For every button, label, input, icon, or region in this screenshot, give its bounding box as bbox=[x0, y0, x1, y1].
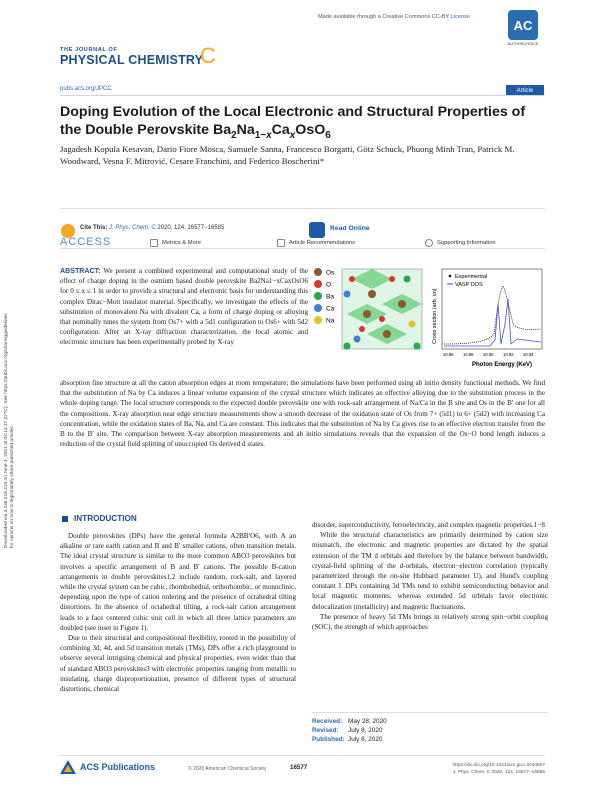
copyright: © 2020 American Chemical Society bbox=[188, 766, 267, 772]
footer-divider bbox=[60, 755, 545, 756]
read-online-icon[interactable] bbox=[309, 222, 325, 238]
paragraph: While the structural characteristics are primarily determined by cation size mismatch, the electronic and magnetic properties are dictated by the spatial extension of the TM d orbitals and therefore by the balance between bandwidth, crystal-field splitting of the d-orbitals, electron−electron correlation (typically parametrized through the on-site Hubbard parameter U), and Hund's coupling constant J. DPs containing 3d TMs tend to exhibit semiconducting behavior and local magnetic moments, whereas extended 5d orbitals favor electronic delocalization (metallicity) and magnetic fluctuations. bbox=[312, 531, 548, 611]
header-divider bbox=[60, 95, 545, 96]
legend-dot-os bbox=[314, 268, 322, 276]
legend-label-os: Os bbox=[326, 269, 335, 277]
cite-top-divider bbox=[60, 208, 545, 209]
right-column bbox=[312, 520, 548, 632]
cite-details: 2020, 124, 16577−16585 bbox=[157, 225, 225, 231]
supporting-info-label: Supporting Information bbox=[437, 240, 496, 246]
published-label: Published: bbox=[312, 736, 345, 744]
legend-label-na: Na bbox=[326, 317, 335, 325]
plot-xtick: 10.94 bbox=[523, 352, 534, 357]
author-choice-badge: AC bbox=[508, 10, 538, 40]
plot-xlabel: Photon Energy (KeV) bbox=[472, 362, 533, 368]
document-icon bbox=[277, 239, 285, 247]
footer-citation bbox=[380, 762, 545, 776]
legend-label-ca: Ca bbox=[326, 305, 335, 313]
revised-date: July 8, 2020 bbox=[348, 727, 383, 735]
article-type-tag: Article bbox=[506, 85, 544, 96]
supporting-info-button[interactable] bbox=[425, 239, 496, 247]
revised-label: Revised: bbox=[312, 727, 339, 735]
toc-legend bbox=[314, 268, 335, 325]
plot-xtick: 10.88 bbox=[463, 352, 474, 357]
recommendations-label: Article Recommendations bbox=[289, 240, 356, 246]
toc-graphic bbox=[312, 264, 547, 376]
publisher-name: ACS Publications bbox=[80, 762, 156, 772]
page-number: 16577 bbox=[290, 764, 308, 771]
recommendations-button[interactable] bbox=[277, 239, 355, 247]
access-label: ACCESS bbox=[60, 236, 112, 248]
plot-legend-vasp: VASP DOS bbox=[455, 282, 483, 288]
supporting-info-icon bbox=[425, 239, 433, 247]
plot-ylabel: Cross section (arb. un) bbox=[432, 288, 438, 344]
crystal-structure bbox=[342, 269, 422, 350]
journal-name-small: THE JOURNAL OF bbox=[60, 47, 118, 53]
license-note bbox=[318, 14, 470, 20]
author-list: Jagadesh Kopula Kesavan, Dario Fiore Mosca, Samuele Sanna, Francesco Borgatti, Götz Schuck, Phuong Minh Tran, Patrick M. Woodward, Vesna F. Mitrović, Cesare Franchini, and Federico Boscherini* bbox=[60, 144, 515, 166]
doi-link[interactable]: https://dx.doi.org/10.1021/acs.jpcc.0c04807 bbox=[452, 763, 545, 768]
abstract-text-1: We present a combined experimental and computational study of the effect of charge doping in the osmium based double perovskite Ba2Na1−xCaxOsO6 for 0 ≤ x ≤ 1 in order to provide a structural and electronic basis for understanding this complex Dirac−Mott insulator material. Specifically, we investigate the effects of the substitution of monovalent Na with divalent Ca, a form of charge doping or alloying that nominally tunes the system from Os7+ with a 5d1 configuration to Os6+ with 5d2 configuration. After an X-ray diffraction characterization, the local atomic and electronic structure has been experimentally probed by X-ray bbox=[60, 267, 308, 347]
section-heading-introduction: INTRODUCTION bbox=[62, 514, 137, 523]
access-divider bbox=[60, 248, 545, 249]
published-date: July 8, 2020 bbox=[348, 736, 383, 744]
article-dates bbox=[312, 712, 548, 745]
legend-dot-o bbox=[314, 280, 322, 288]
paragraph: Due to their structural and compositional flexibility, rooted in the possibility of combining 3d, 4d, and 5d transition metals (TMs), DPs offer a rich playground to observe several intriguing chemical and physical properties, even wider than that of standard ABO3 perovskites3 with electronic properties ranging from metallic to insulating, charge disproportionation, presence of different types of structural distortions, chemical bbox=[60, 634, 296, 694]
download-note: Downloaded via 3.236.218.219 on June 4, 2021 at 04:14:17 (UTC). See https://pubs.acs.org/sharingguidelines for options on how to legitimately share published articles. bbox=[4, 313, 16, 548]
journal-url[interactable]: pubs.acs.org/JPCC bbox=[60, 86, 112, 92]
journal-name: PHYSICAL CHEMISTRY bbox=[60, 53, 204, 67]
abstract-second-part: absorption fine structure at all the cation absorption edges at room temperature; the simulations have been performed using ab initio density functional methods. We find that the substitution of Na by Ca induces a linear volume expansion of the crystal structure which indicates an effective alloying due to the substitution process in the whole doping range. The local structure corresponds to the expected double perovskite one with rock-salt arrangement of Na/Ca in the B site and Os in the B′ one for all the compositions. X-ray absorption near edge structure measurements show a smooth decrease of the oxidation state of Os from 7+ (5d1) to 6+ (5d2) with increasing Ca concentration, while the oxidation states of Ba, Na, and Ca are constant. This indicates that the substitution of Na by Ca gives rise to an effective electron transfer from the B to the B′ site. The comparison between X-ray absorption measurements and ab initio simulations reveals that the expansion of the Os−O bond length induces a reduction of the crystal field splitting of unoccupied Os derived d states. bbox=[60, 379, 545, 449]
plot-xtick: 10.86 bbox=[443, 352, 454, 357]
author-choice-label: AUTHORCHOICE bbox=[507, 42, 539, 46]
read-online-link[interactable]: Read Online bbox=[330, 225, 370, 232]
cite-journal[interactable]: J. Phys. Chem. C bbox=[109, 225, 156, 231]
received-date: May 28, 2020 bbox=[348, 718, 387, 725]
cite-this bbox=[80, 225, 224, 231]
abstract-label: ABSTRACT: bbox=[60, 267, 101, 275]
paragraph: The presence of heavy 5d TMs brings in relatively strong spin−orbit coupling (SOC), the strength of which approaches bbox=[312, 612, 548, 632]
spectrum-plot bbox=[432, 269, 542, 368]
metrics-label: Metrics & More bbox=[162, 240, 201, 246]
license-link[interactable]: License bbox=[450, 14, 470, 20]
paragraph: Double perovskites (DPs) have the general formula A2BB′O6, with A an alkaline or rare earth cation and B and B′ smaller cations, often transition metals. The ideal crystal structure is similar to the more common ABO3 perovskites but involves a specific arrangement of B and B′ cations. The possible B-cation arrangements in double perovskites1,2 include random, rock-salt, and layered while the crystal system can be cubic, rhombohedral, orthorhombic, or monoclinic, depending upon the type of cation ordering and the presence of octahedral tilting distortions. In the absence of octahedral tilting, a rock-salt cation arrangement leads to a face centered cubic unit cell in which all three lattice parameters are doubled (see inset in Figure 1). bbox=[60, 532, 296, 632]
metrics-button[interactable] bbox=[150, 239, 201, 247]
plot-xtick: 10.90 bbox=[483, 352, 494, 357]
legend-dot-na bbox=[314, 316, 322, 324]
plot-legend-experimental: Experimental bbox=[455, 274, 488, 280]
plot-xtick: 10.92 bbox=[503, 352, 514, 357]
left-column bbox=[60, 531, 296, 694]
paragraph: disorder, superconductivity, ferroelectricity, and complex magnetic properties.1−8 bbox=[312, 521, 545, 529]
received-label: Received: bbox=[312, 718, 343, 725]
cite-label: Cite This: bbox=[80, 225, 108, 231]
journal-section-letter: C bbox=[200, 43, 216, 68]
bar-chart-icon bbox=[150, 239, 158, 247]
legend-label-ba: Ba bbox=[326, 293, 334, 301]
legend-dot-ca bbox=[314, 304, 322, 312]
acs-logo-icon bbox=[60, 760, 76, 774]
license-text: Made available through a Creative Commons CC-BY bbox=[318, 14, 450, 20]
legend-label-o: O bbox=[326, 281, 332, 289]
citation-line: J. Phys. Chem. C 2020, 124, 16577−16585 bbox=[452, 770, 545, 775]
abstract-first-part bbox=[60, 266, 308, 348]
legend-dot-ba bbox=[314, 292, 322, 300]
article-title: Doping Evolution of the Local Electronic and Structural Properties of the Double Perovskite $Ba_2Na_{1-x}Ca_xOsO_6$ bbox=[60, 104, 526, 141]
